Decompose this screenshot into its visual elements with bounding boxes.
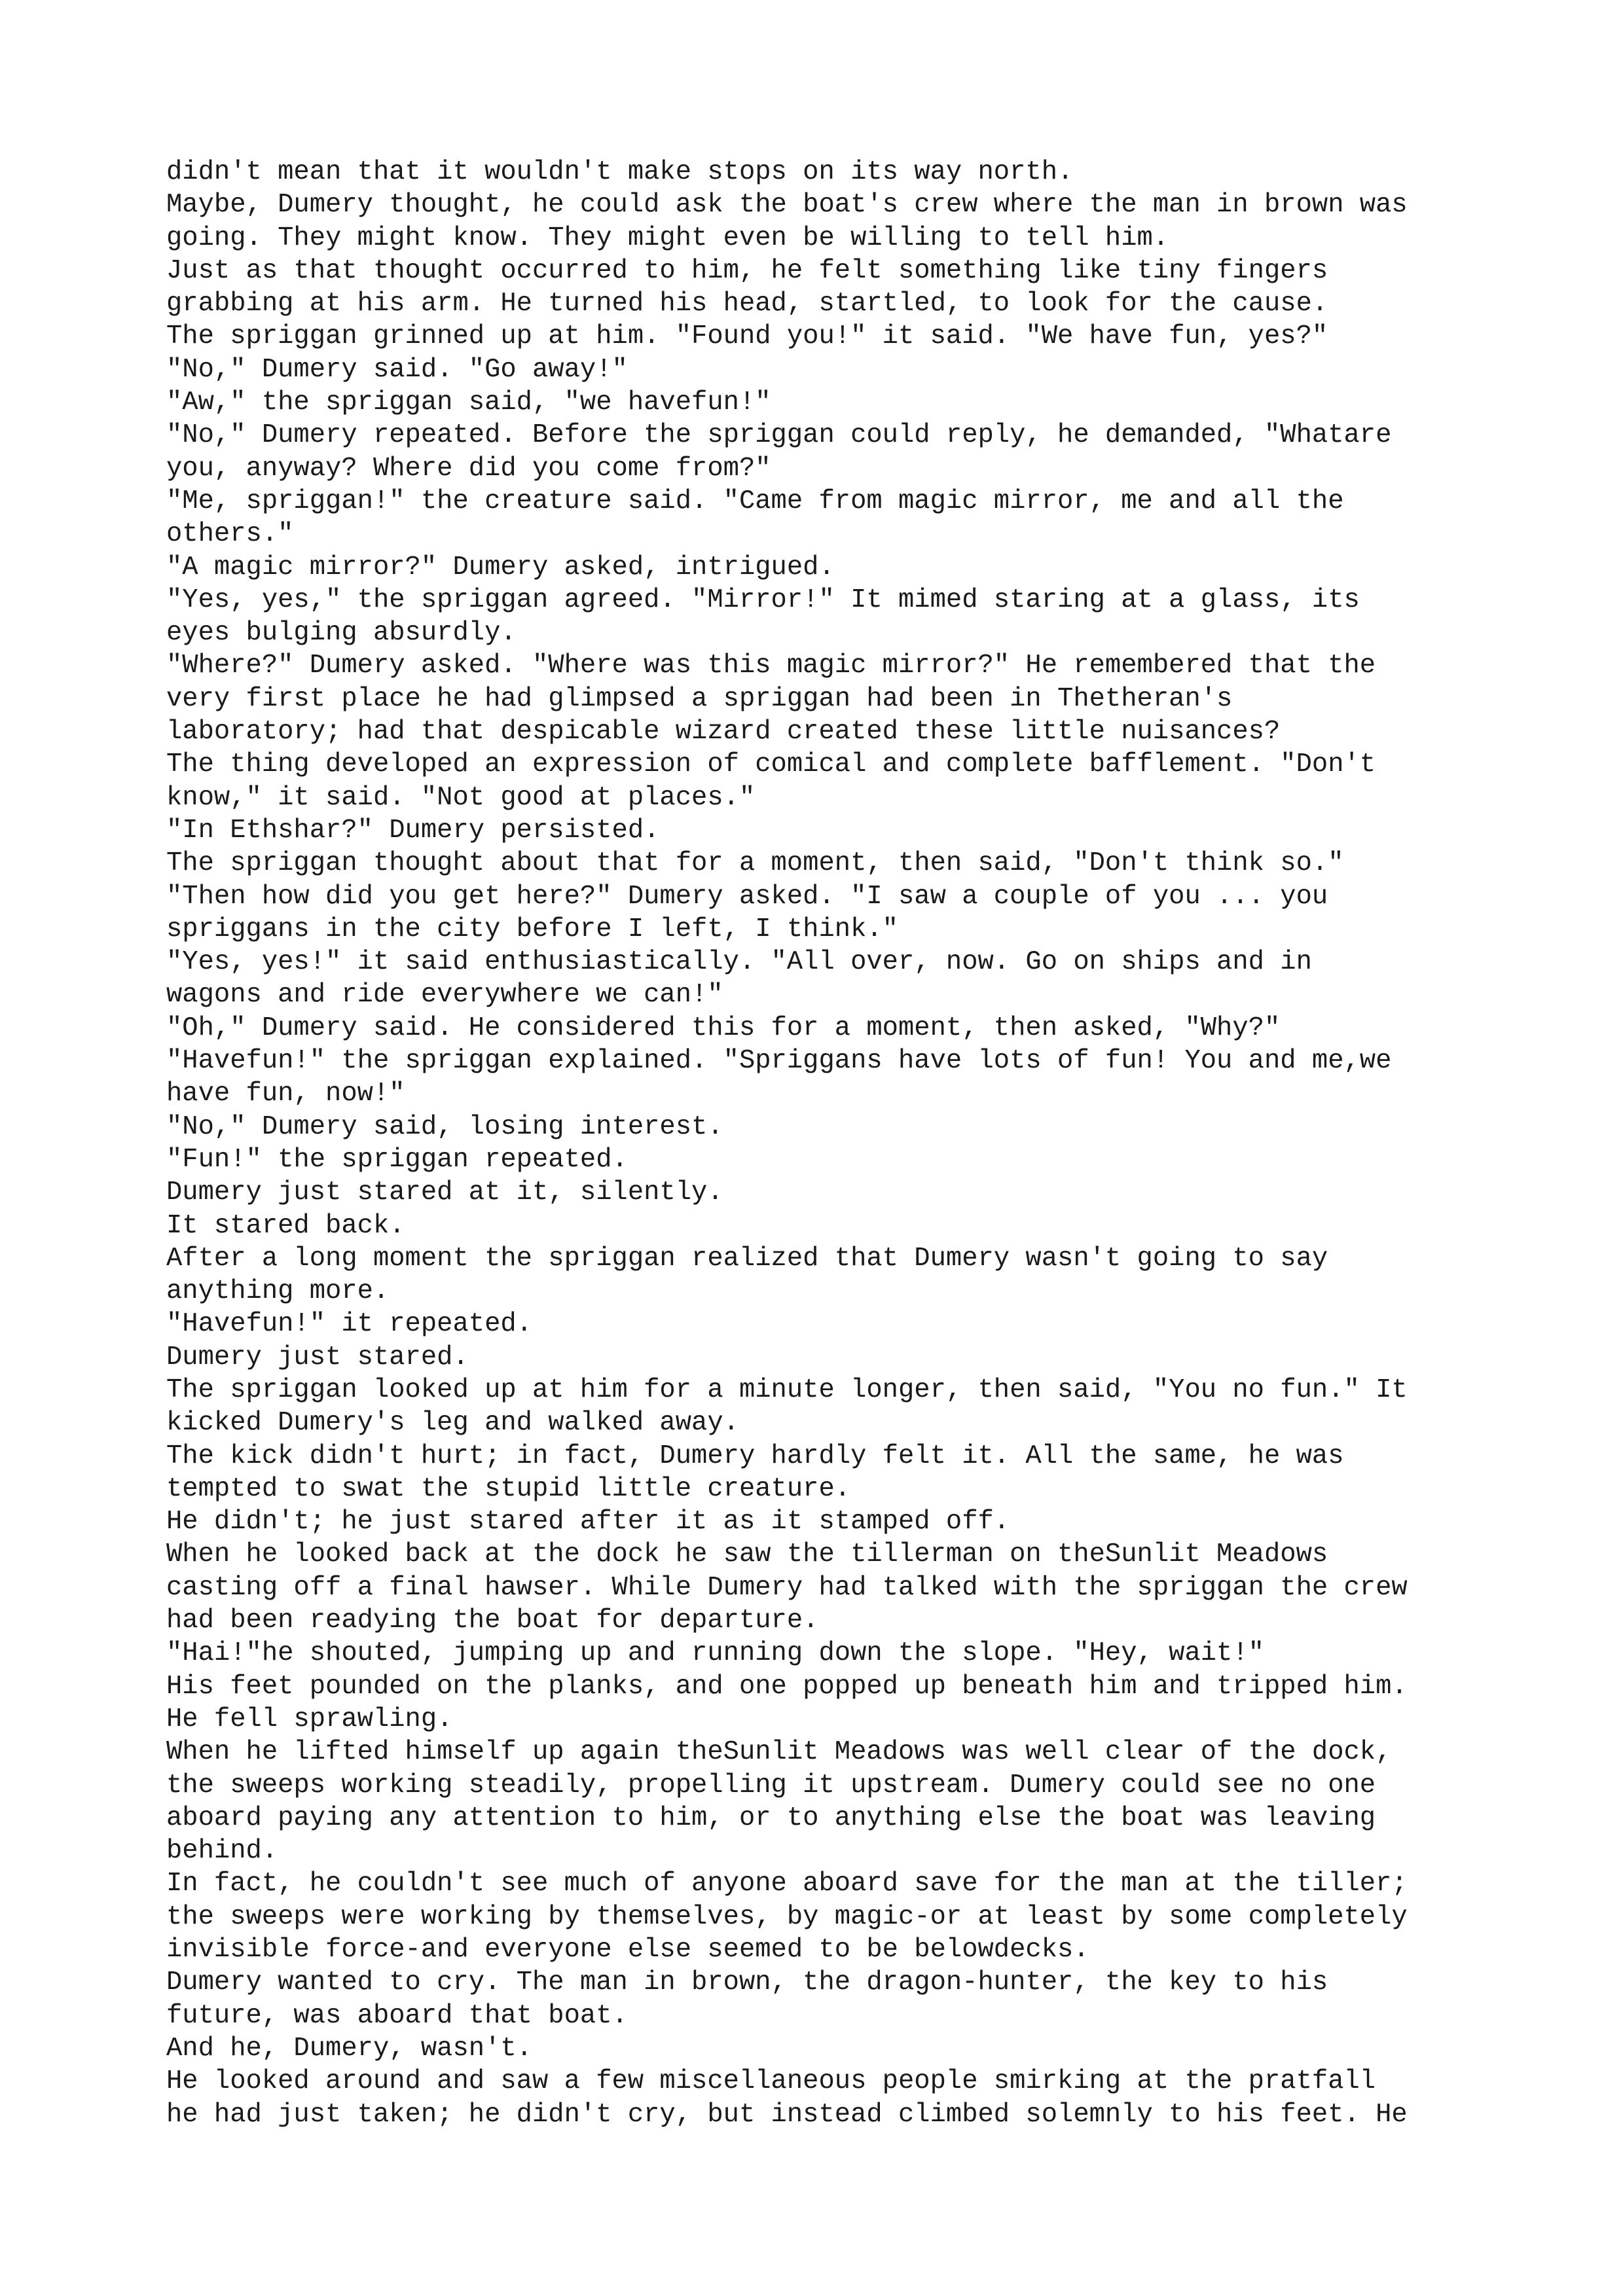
body-text [166, 156, 1623, 2131]
text-line: "Havefun!" it repeated. [166, 1309, 532, 1340]
text-line: "No," Dumery said, losing interest. [166, 1111, 723, 1142]
text-line: "In Ethshar?" Dumery persisted. [166, 815, 660, 846]
text-line: "Yes, yes!" it said enthusiastically. "All over, now. Go on ships and in [166, 947, 1312, 978]
text-line: kicked Dumery's leg and walked away. [166, 1408, 739, 1439]
text-line: know," it said. "Not good at places." [166, 782, 756, 813]
text-line: When he looked back at the dock he saw the tillerman on theSunlit Meadows [166, 1539, 1328, 1570]
text-line: He didn't; he just stared after it as it stamped off. [166, 1507, 1010, 1537]
text-line: "No," Dumery repeated. Before the spriggan could reply, he demanded, "Whatare [166, 420, 1392, 451]
text-line: The spriggan grinned up at him. "Found you!" it said. "We have fun, yes?" [166, 321, 1328, 352]
text-line: "Fun!" the spriggan repeated. [166, 1144, 628, 1175]
text-line: future, was aboard that boat. [166, 2000, 628, 2031]
text-line: have fun, now!" [166, 1079, 405, 1109]
text-line: the sweeps working steadily, propelling it upstream. Dumery could see no one [166, 1770, 1376, 1801]
text-line: Dumery wanted to cry. The man in brown, the dragon-hunter, the key to his [166, 1967, 1328, 1998]
text-line: behind. [166, 1836, 278, 1867]
text-line: anything more. [166, 1276, 390, 1307]
text-line: "Havefun!" the spriggan explained. "Spriggans have lots of fun! You and me,we [166, 1046, 1392, 1077]
text-line: casting off a final hawser. While Dumery had talked with the spriggan the crew [166, 1572, 1408, 1603]
text-line: The thing developed an expression of comical and complete bafflement. "Don't [166, 749, 1376, 780]
text-line: "Yes, yes," the spriggan agreed. "Mirror!" It mimed staring at a glass, its [166, 584, 1360, 615]
text-line: "Me, spriggan!" the creature said. "Came from magic mirror, me and all the [166, 486, 1344, 516]
text-line: "A magic mirror?" Dumery asked, intrigued. [166, 552, 835, 583]
text-line: aboard paying any attention to him, or to anything else the boat was leaving [166, 1803, 1376, 1833]
text-line: He fell sprawling. [166, 1704, 453, 1734]
text-line: invisible force-and everyone else seemed to be belowdecks. [166, 1935, 1089, 1965]
text-line: Dumery just stared at it, silently. [166, 1177, 723, 1208]
text-line: very first place he had glimpsed a spriggan had been in Thetheran's [166, 683, 1233, 714]
text-line: he had just taken; he didn't cry, but instead climbed solemnly to his feet. He [166, 2099, 1408, 2130]
text-line: "Aw," the spriggan said, "we havefun!" [166, 387, 771, 418]
text-line: "Then how did you get here?" Dumery asked. "I saw a couple of you ... you [166, 881, 1328, 912]
text-line: The spriggan looked up at him for a minute longer, then said, "You no fun." It [166, 1374, 1408, 1405]
text-line: Maybe, Dumery thought, he could ask the boat's crew where the man in brown was [166, 190, 1408, 221]
text-line: Dumery just stared. [166, 1342, 469, 1372]
text-line: "Hai!"he shouted, jumping up and running down the slope. "Hey, wait!" [166, 1638, 1264, 1669]
text-line: grabbing at his arm. He turned his head, startled, to look for the cause. [166, 289, 1328, 319]
text-line: It stared back. [166, 1210, 405, 1241]
text-line: you, anyway? Where did you come from?" [166, 453, 771, 484]
text-line: "Where?" Dumery asked. "Where was this magic mirror?" He remembered that the [166, 651, 1376, 681]
text-line: others." [166, 519, 294, 550]
text-line: Just as that thought occurred to him, he felt something like tiny fingers [166, 255, 1328, 286]
text-line: The spriggan thought about that for a moment, then said, "Don't think so." [166, 848, 1344, 879]
text-line: "No," Dumery said. "Go away!" [166, 354, 628, 385]
text-line: In fact, he couldn't see much of anyone aboard save for the man at the tiller; [166, 1869, 1408, 1899]
text-line: And he, Dumery, wasn't. [166, 2033, 532, 2064]
text-line: tempted to swat the stupid little creature. [166, 1473, 851, 1504]
text-line: The kick didn't hurt; in fact, Dumery hardly felt it. All the same, he was [166, 1441, 1344, 1471]
text-line: had been readying the boat for departure. [166, 1605, 819, 1636]
text-line: When he lifted himself up again theSunlit Meadows was well clear of the dock, [166, 1737, 1392, 1768]
text-line: eyes bulging absurdly. [166, 618, 517, 649]
text-line: wagons and ride everywhere we can!" [166, 980, 723, 1011]
text-line: the sweeps were working by themselves, by magic-or at least by some completely [166, 1901, 1408, 1932]
text-line: He looked around and saw a few miscellaneous people smirking at the pratfall [166, 2066, 1376, 2097]
text-line: going. They might know. They might even be willing to tell him. [166, 223, 1169, 253]
text-line: spriggans in the city before I left, I think." [166, 914, 898, 944]
text-line: didn't mean that it wouldn't make stops on its way north. [166, 157, 1074, 187]
text-line: "Oh," Dumery said. He considered this for a moment, then asked, "Why?" [166, 1013, 1281, 1043]
text-line: After a long moment the spriggan realized that Dumery wasn't going to say [166, 1243, 1328, 1274]
text-line: laboratory; had that despicable wizard created these little nuisances? [166, 717, 1281, 747]
text-line: His feet pounded on the planks, and one popped up beneath him and tripped him. [166, 1671, 1408, 1702]
